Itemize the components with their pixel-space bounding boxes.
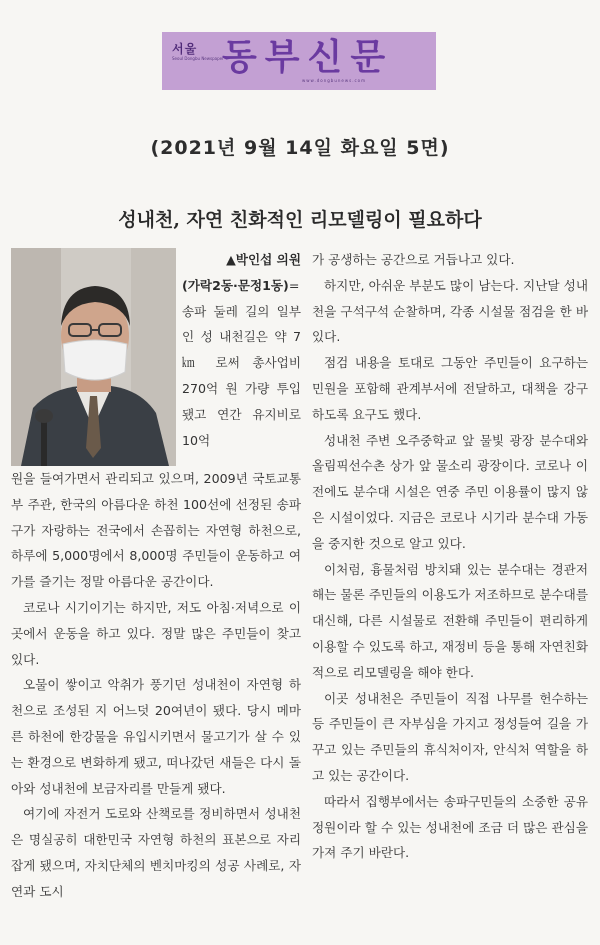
- article-headline: 성내천, 자연 친화적인 리모델링이 필요하다: [118, 209, 482, 231]
- article-column-left: [11, 466, 301, 905]
- lead-segment: 유지비로 10억: [182, 406, 301, 448]
- masthead-region-label: 서울: [172, 42, 198, 56]
- article-paragraph: 점검 내용을 토대로 그동안 주민들이 요구하는 민원을 포함해 관계부서에 전달하고, 대책을 강구하도록 요구도 했다.: [312, 355, 588, 422]
- article-paragraph: 하지만, 아쉬운 부분도 많이 남는다. 지난달 성내천을 구석구석 순찰하며, 각종 시설물 점검을 한 바 있다.: [312, 277, 588, 345]
- article-paragraph: 따라서 집행부에서는 송파구민들의 소중한 공유정원이라 할 수 있는 성내천에 조금 더 많은 관심을 가져 주기 바란다.: [312, 793, 588, 861]
- masthead-tagline: www.dongbunews.com: [302, 78, 367, 83]
- author-photo: [11, 248, 176, 466]
- lead-segment: 로써 총사업비: [215, 355, 301, 371]
- publication-date: (2021년 9월 14일 화요일 5면): [150, 137, 450, 159]
- lead-segment: 길의 일부인 성: [182, 303, 301, 345]
- lead-text: [182, 278, 301, 448]
- masthead-region-sublabel: Seoul Dongbu Newspaper: [172, 56, 224, 61]
- lead-segment: = 송파 둘레: [182, 277, 300, 319]
- article-paragraph: 코로나 시기이기는 하지만, 저도 아침·저녁으로 이곳에서 운동을 하고 있다. 정말 많은 주민들이 찾고 있다.: [11, 599, 301, 667]
- portrait-image: [11, 248, 176, 466]
- lead-segment: 투입됐고 연간: [182, 380, 301, 422]
- article-paragraph: 오물이 쌓이고 악취가 풍기던 성내천이 자연형 하천으로 조성된 지 어느덧 20여년이 됐다. 당시 메마른 하천에 한강물을 유입시키면서 물고기가 살 수 있는 환경으로 변화하게 됐고, 떠나갔던 새들은 다시 돌아와 성내천에 보금자리를 만들게 됐다.: [11, 677, 301, 796]
- lead-paragraph: [182, 247, 301, 453]
- lead-segment: 내천길은 약 7㎞: [182, 329, 301, 371]
- article-paragraph: 이곳 성내천은 주민들이 직접 나무를 헌수하는 등 주민들이 큰 자부심을 가지고 정성들여 길을 가꾸고 있는 주민들의 휴식처이자, 안식처 역할을 하고 있는 공간이다.: [312, 690, 588, 783]
- lead-segment: 270억 원 가량: [182, 380, 270, 396]
- newspaper-masthead: [162, 32, 436, 90]
- byline-author: ▲박인섭 의원: [226, 252, 301, 267]
- article-paragraph: 여기에 자전거 도로와 산책로를 정비하면서 성내천은 명실공히 대한민국 자연형 하천의 표본으로 자리 잡게 됐으며, 자치단체의 벤치마킹의 성공 사례로, 자연과 도시: [11, 806, 301, 899]
- masthead-title: 동부신문: [222, 37, 394, 78]
- article-paragraph: 원을 들여가면서 관리되고 있으며, 2009년 국토교통부 주관, 한국의 아름다운 하천 100선에 선정된 송파구가 자랑하는 전국에서 손꼽히는 자연형 하천으로, 하루에 5,000명에서 8,000명 주민들이 운동하고 여가를 즐기는 정말 아름다운 공간이다.: [11, 471, 301, 590]
- article-column-right: [312, 247, 588, 866]
- byline-district: (가락2동·문정1동): [182, 277, 289, 293]
- article-paragraph: 성내천 주변 오주중학교 앞 물빛 광장 분수대와 올림픽선수촌 상가 앞 물소리 광장이다. 코로나 이전에도 분수대 시설은 연중 주민 이용률이 많지 않은 시설이었다. 지금은 코로나 시기라 분수대 가동을 중지한 것으로 알고 있다.: [312, 432, 588, 551]
- article-paragraph: 가 공생하는 공간으로 거듭나고 있다.: [312, 252, 515, 267]
- article-paragraph: 이처럼, 흉물처럼 방치돼 있는 분수대는 경관저해는 물론 주민들의 이용도가 저조하므로 분수대를 대신해, 다른 시설물로 전환해 주민들이 편리하게 이용할 수 있도록 하고, 재정비 등을 통해 자연친화적으로 리모델링을 해야 한다.: [312, 561, 588, 680]
